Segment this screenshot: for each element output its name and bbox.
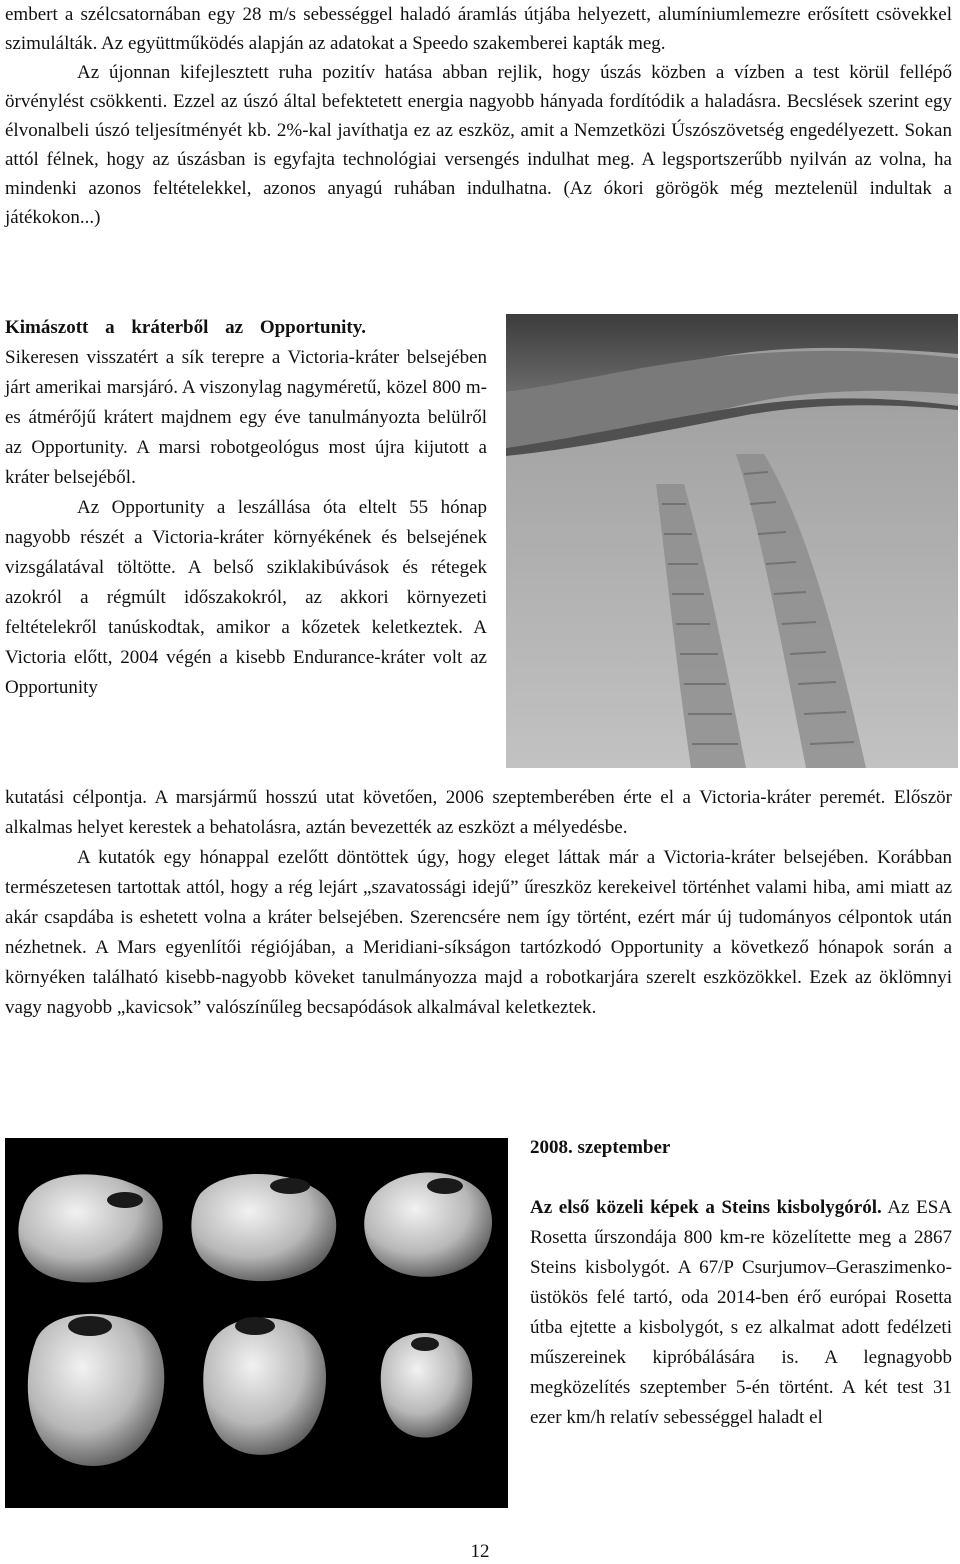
page-number: 12: [470, 1541, 490, 1562]
opportunity-paragraph-1: Sikeresen visszatért a sík terepre a Victoria-kráter belsejében járt amerikai marsjáró. A viszonylag nagyméretű, közel 800 m-es átmérőjű krátert majdnem egy éve tanulmányozta belülről az Opportunity. A marsi robotgeológus most újra kijutott a kráter belsejéből.: [5, 347, 487, 488]
opportunity-rover-tracks-photo: [506, 314, 958, 768]
opportunity-paragraph-2-continued: kutatási célpontja. A marsjármű hosszú utat követően, 2006 szeptemberében érte el a Victoria-kráter peremét. Először alkalmas helyet kerestek a behatolásra, aztán bevezették az eszközt a mélyedésbe.: [5, 787, 952, 838]
opportunity-title: Kimászott a kráterből az Opportunity.: [5, 317, 366, 338]
opportunity-article-column: [5, 313, 487, 703]
asteroid-image-1: [18, 1174, 162, 1282]
swimsuit-paragraph-2: Az újonnan kifejlesztett ruha pozitív hatása abban rejlik, hogy úszás közben a vízben a test körül fellépő örvénylést csökkenti. Ezzel az úszó által befektetett energia nagyobb hányada fordítódik a haladásra. Becslések szerint egy élvonalbeli úszó teljesítményét kb. 2%-kal javíthatja ez az eszköz, amit a Nemzetközi Úszószövetség engedélyezett. Sokan attól félnek, hogy az úszásban is egyfajta technológiai versengés indulhat meg. A legsportszerűbb nyilván az volna, ha mindenki azonos feltételekkel, azonos anyagú ruhában indulhatna. (Az ókori görögök még meztelenül indultak a játékokon...): [5, 62, 952, 228]
steins-body: Az ESA Rosetta űrszondája 800 km-re közelítette meg a 2867 Steins kisbolygót. A 67/P Csurjumov–Geraszimenko-üstökös felé tartó, oda 2014-ben érő európai Rosetta útba ejtette a kisbolygót, s ez alkalmat adott fedélzeti műszereinek kipróbálására is. A legnagyobb megközelítés szeptember 5-én történt. A két test 31 ezer km/h relatív sebességgel haladt el: [530, 1197, 952, 1428]
asteroid-images: [5, 1138, 508, 1508]
swimsuit-article-continuation: [5, 0, 952, 232]
opportunity-paragraph-2-column: Az Opportunity a leszállása óta eltelt 55 hónap nagyobb részét a Victoria-kráter környékének és belsejének vizsgálatával töltötte. A belső sziklakibúvások és rétegek azokról a régmúlt időszakokról, az akkori környezeti feltételekről tanúskodtak, amikor a kőzetek keletkeztek. A Victoria előtt, 2004 végén a kisebb Endurance-kráter volt az Opportunity: [5, 497, 487, 698]
opportunity-title-line: [5, 313, 487, 343]
steins-title: Az első közeli képek a Steins kisbolygóról.: [530, 1197, 882, 1218]
steins-paragraph: [530, 1193, 952, 1433]
asteroid-image-5: [203, 1318, 326, 1455]
opportunity-article-full-width: [5, 783, 952, 1023]
steins-article-column: [530, 1133, 952, 1433]
opportunity-paragraph-3: A kutatók egy hónappal ezelőtt döntöttek úgy, hogy eleget láttak már a Victoria-kráter belsejében. Korábban természetesen tartottak attól, hogy a rég lejárt „szavatossági idejű” űreszköz kerekeivel történhet valami hiba, ami miatt az akár csapdába is eshetett volna a kráter belsejében. Szerencsére nem így történt, ezért már új tudományos célpontok után nézhetnek. A Mars egyenlítői régiójában, a Meridiani-síkságon tartózkodó Opportunity a következő hónapok során a környéken található kisebb-nagyobb köveket tanulmányozza majd a robotkarjára szerelt eszközökkel. Ezek az öklömnyi vagy nagyobb „kavicsok” valószínűleg becsapódások alkalmával keletkeztek.: [5, 847, 952, 1018]
swimsuit-paragraph-1: embert a szélcsatornában egy 28 m/s sebességgel haladó áramlás útjába helyezett, alumíniumlemezre erősített csövekkel szimulálták. Az együttműködés alapján az adatokat a Speedo szakemberei kapták meg.: [5, 4, 952, 54]
steins-date-heading: 2008. szeptember: [530, 1137, 671, 1158]
steins-asteroid-photo-series: [5, 1138, 508, 1508]
asteroid-image-4: [28, 1314, 165, 1466]
asteroid-image-2: [191, 1174, 336, 1281]
rover-photo-illustration: [506, 314, 958, 768]
